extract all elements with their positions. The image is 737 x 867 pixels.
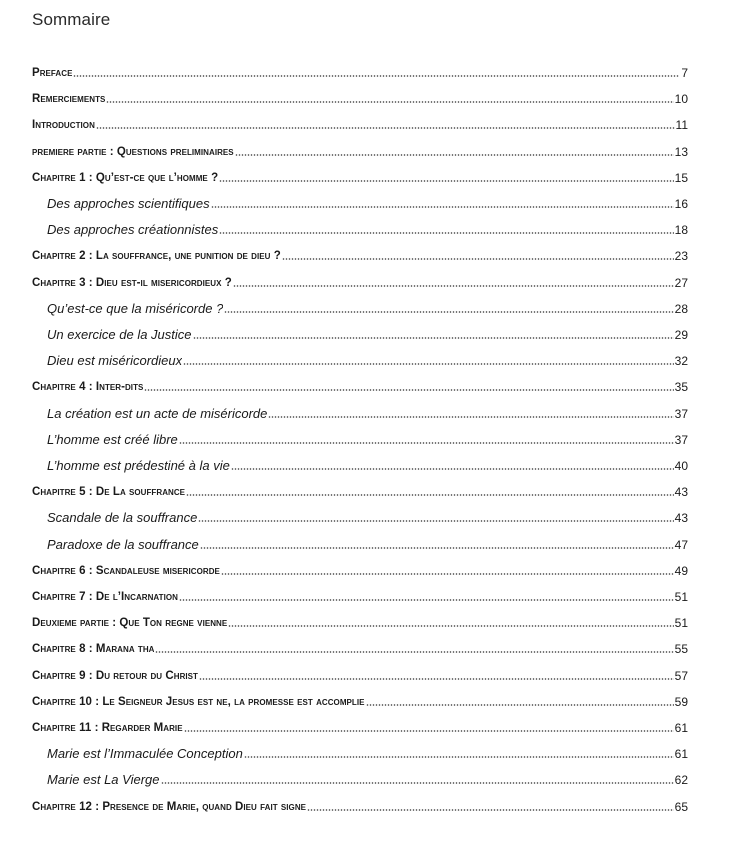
toc-entry-title: Chapitre 2 : La souffrance, une punition de dieu ?: [32, 250, 281, 262]
toc-entry-title: Chapitre 11 : Regarder Marie: [32, 722, 183, 734]
toc-page-number: 18: [674, 223, 688, 237]
toc-page-number: 61: [674, 721, 688, 735]
dot-leader: [200, 546, 674, 550]
dot-leader: [179, 441, 674, 445]
dot-leader: [366, 703, 674, 707]
toc-page-number: 23: [674, 249, 688, 263]
toc-entry-title: Chapitre 6 : Scandaleuse misericorde: [32, 565, 220, 577]
dot-leader: [228, 624, 673, 628]
toc-subentry[interactable]: [47, 430, 688, 448]
toc-entry[interactable]: [32, 115, 688, 133]
toc-entry[interactable]: [32, 561, 688, 579]
toc-page-number: 51: [674, 590, 688, 604]
toc-page-number: 57: [674, 669, 688, 683]
toc-entry-title: Chapitre 4 : Inter-dits: [32, 381, 144, 393]
toc-page-number: 32: [674, 354, 688, 368]
toc-entry[interactable]: [32, 377, 688, 395]
dot-leader: [198, 519, 673, 523]
toc-entry[interactable]: [32, 89, 688, 107]
toc-page-number: 35: [674, 380, 688, 394]
dot-leader: [224, 310, 673, 314]
dot-leader: [244, 755, 674, 759]
dot-leader: [231, 467, 674, 471]
toc-entry[interactable]: [32, 587, 688, 605]
toc-page-number: 43: [674, 511, 688, 525]
toc-entry[interactable]: [32, 142, 688, 160]
toc-page-number: 37: [674, 407, 688, 421]
toc-subentry[interactable]: [47, 535, 688, 553]
dot-leader: [199, 677, 674, 681]
toc-subentry[interactable]: [47, 404, 688, 422]
toc-entry-title: Qu’est-ce que la miséricorde ?: [47, 301, 224, 316]
dot-leader: [144, 388, 673, 392]
dot-leader: [211, 205, 674, 209]
toc-entry-title: Scandale de la souffrance: [47, 510, 198, 525]
toc-entry[interactable]: [32, 246, 688, 264]
toc-entry[interactable]: [32, 482, 688, 500]
toc-entry-title: Un exercice de la Justice: [47, 327, 192, 342]
toc-entry-title: Dieu est miséricordieux: [47, 353, 183, 368]
toc-page-number: 59: [674, 695, 688, 709]
toc-entry-title: Deuxieme partie : Que Ton regne vienne: [32, 617, 228, 629]
toc-entry-title: Chapitre 12 : Presence de Marie, quand Dieu fait signe: [32, 801, 307, 813]
dot-leader: [186, 493, 674, 497]
toc-entry-title: Chapitre 10 : Le Seigneur Jesus est ne, la promesse est accomplie: [32, 696, 365, 708]
toc-subentry[interactable]: [47, 194, 688, 212]
toc-page-number: 61: [674, 747, 688, 761]
toc-entry[interactable]: [32, 692, 688, 710]
toc-subentry[interactable]: [47, 456, 688, 474]
toc-subentry[interactable]: [47, 770, 688, 788]
dot-leader: [268, 415, 673, 419]
dot-leader: [106, 100, 673, 104]
toc-entry-title: Paradoxe de la souffrance: [47, 537, 199, 552]
toc-entry[interactable]: [32, 168, 688, 186]
toc-subentry[interactable]: [47, 220, 688, 238]
toc-page-number: 65: [674, 800, 688, 814]
dot-leader: [219, 179, 674, 183]
toc-entry[interactable]: [32, 666, 688, 684]
toc-page-number: 51: [674, 616, 688, 630]
page-title: Sommaire: [32, 10, 111, 29]
toc-page-number: 55: [674, 642, 688, 656]
dot-leader: [221, 572, 674, 576]
toc-subentry[interactable]: [47, 744, 688, 762]
dot-leader: [184, 729, 674, 733]
toc-page-number: 11: [675, 118, 688, 132]
dot-leader: [183, 362, 674, 366]
toc-page-number: 13: [674, 145, 688, 159]
toc-subentry[interactable]: [47, 299, 688, 317]
toc-page-number: 43: [674, 485, 688, 499]
toc-entry-title: Des approches scientifiques: [47, 196, 210, 211]
toc-entry-title: Chapitre 5 : De La souffrance: [32, 486, 186, 498]
toc-subentry[interactable]: [47, 508, 688, 526]
toc-entry-title: Marie est l’Immaculée Conception: [47, 746, 243, 761]
toc-page-number: 29: [674, 328, 688, 342]
toc-entry[interactable]: [32, 613, 688, 631]
toc-entry-title: L’homme est prédestiné à la vie: [47, 458, 230, 473]
dot-leader: [179, 598, 674, 602]
toc-entry[interactable]: [32, 718, 688, 736]
toc-entry[interactable]: [32, 63, 688, 81]
toc-entry-title: Introduction: [32, 119, 95, 131]
dot-leader: [73, 74, 679, 78]
dot-leader: [193, 336, 674, 340]
toc-page-number: 28: [674, 302, 688, 316]
toc-entry-title: Chapitre 3 : Dieu est-il misericordieux ?: [32, 277, 232, 289]
toc-entry-title: Chapitre 1 : Qu’est-ce que l’homme ?: [32, 172, 219, 184]
toc-entry-title: L’homme est créé libre: [47, 432, 178, 447]
dot-leader: [282, 257, 674, 261]
toc-entry-title: Chapitre 7 : De l’Incarnation: [32, 591, 178, 603]
toc-entry-title: Preface: [32, 67, 73, 79]
toc-entry-title: Chapitre 8 : Marana tha: [32, 643, 155, 655]
dot-leader: [96, 126, 675, 130]
toc-page-number: 40: [674, 459, 688, 473]
toc-page-number: 49: [674, 564, 688, 578]
toc-page-number: 37: [674, 433, 688, 447]
toc-page-number: 7: [681, 66, 688, 80]
toc-entry-title: Marie est La Vierge: [47, 772, 160, 787]
toc-entry-title: La création est un acte de miséricorde: [47, 406, 268, 421]
toc-subentry[interactable]: [47, 325, 688, 343]
dot-leader: [235, 153, 674, 157]
toc-page-number: 27: [674, 276, 688, 290]
toc-page-number: 15: [674, 171, 688, 185]
toc-entry-title: premiere partie : Questions preliminaires: [32, 146, 234, 158]
toc-entry[interactable]: [32, 639, 688, 657]
toc-page-number: 10: [674, 92, 688, 106]
toc-entry-title: Remerciements: [32, 93, 106, 105]
toc-page-number: 62: [674, 773, 688, 787]
toc-entry[interactable]: [32, 797, 688, 815]
toc-entry[interactable]: [32, 273, 688, 291]
toc-page-number: 47: [674, 538, 688, 552]
dot-leader: [233, 284, 674, 288]
dot-leader: [219, 231, 673, 235]
dot-leader: [307, 808, 674, 812]
toc-entry-title: Des approches créationnistes: [47, 222, 219, 237]
toc-entry-title: Chapitre 9 : Du retour du Christ: [32, 670, 198, 682]
toc-page-number: 16: [674, 197, 688, 211]
toc-subentry[interactable]: [47, 351, 688, 369]
dot-leader: [155, 650, 673, 654]
dot-leader: [161, 781, 674, 785]
